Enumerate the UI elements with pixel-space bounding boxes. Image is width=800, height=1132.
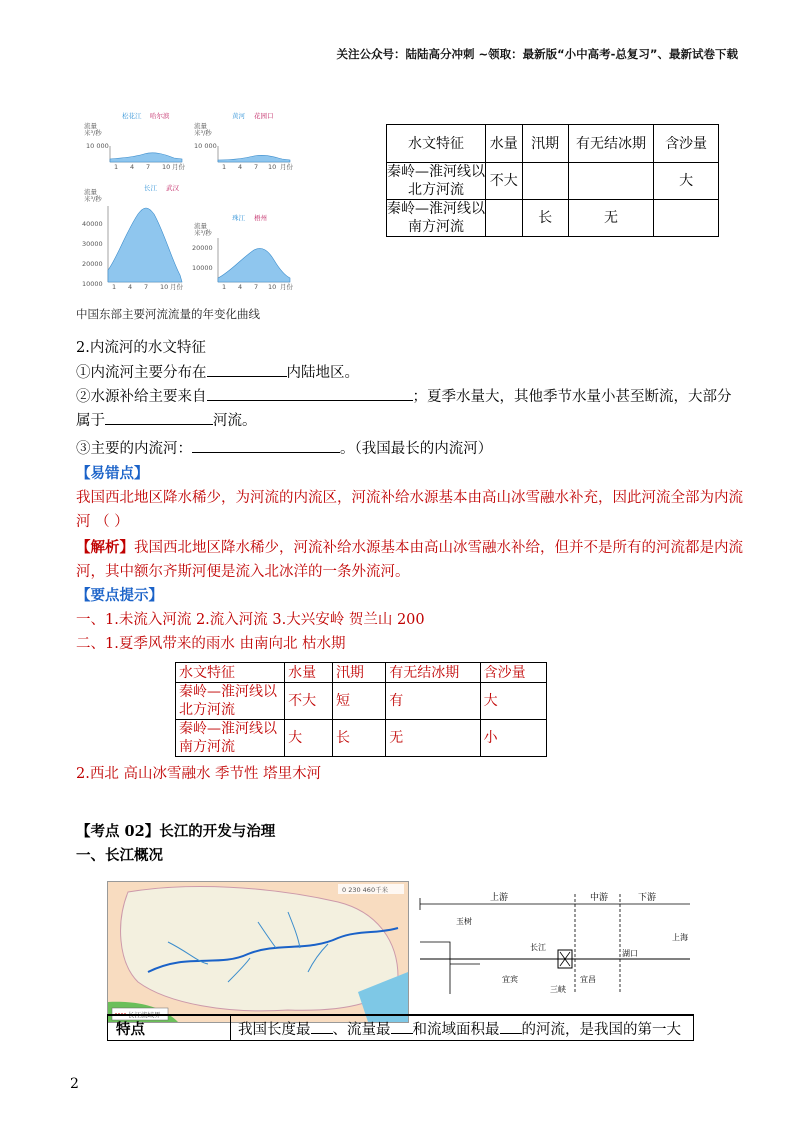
svg-text:米³/秒: 米³/秒 [194, 129, 212, 137]
svg-text:长江: 长江 [144, 184, 157, 192]
chart-zhujiang [192, 213, 294, 291]
label-upper: 上游 [490, 893, 509, 903]
table-cell: 长 [522, 200, 568, 237]
table-cell: 长 [332, 720, 385, 757]
characteristics-row [107, 1014, 694, 1041]
svg-text:松花江: 松花江 [122, 112, 142, 120]
label-yichang: 宜昌 [580, 975, 596, 984]
section-title: 2.内流河的水文特征 [76, 340, 206, 356]
hydrology-table-answers [175, 662, 547, 757]
table-header: 水量 [285, 663, 333, 683]
table-cell [522, 163, 568, 200]
svg-text:1: 1 [222, 163, 227, 171]
table-header: 水文特征 [387, 125, 486, 163]
svg-text:4: 4 [238, 283, 243, 291]
chart-songhuajiang [84, 111, 186, 171]
table-cell: 秦岭—淮河线以北方河流 [176, 683, 285, 720]
row-label: 特点 [116, 1021, 145, 1038]
error-point-text-2: 河 （ ） [76, 514, 129, 530]
svg-text:流量: 流量 [194, 222, 207, 230]
tips-line-3: 2.西北 高山冰雪融水 季节性 塔里木河 [76, 766, 322, 782]
svg-text:20000: 20000 [82, 260, 103, 268]
svg-text:米³/秒: 米³/秒 [84, 195, 102, 203]
label-lower: 下游 [638, 893, 657, 903]
table-cell: 秦岭—淮河线以北方河流 [387, 164, 486, 198]
label-yushu: 玉树 [456, 917, 472, 926]
table-header: 汛期 [332, 663, 385, 683]
flow-charts-figure [76, 110, 302, 321]
svg-text:武汉: 武汉 [166, 184, 179, 192]
svg-text:1: 1 [112, 283, 117, 291]
table-header: 水文特征 [176, 663, 285, 683]
svg-text:月份: 月份 [172, 163, 185, 171]
label-yibin: 宜宾 [502, 975, 518, 984]
svg-text:10: 10 [162, 163, 171, 171]
svg-text:7: 7 [146, 163, 151, 171]
label-sanxia: 三峡 [550, 985, 566, 994]
table-cell: 小 [480, 720, 546, 757]
map-legend: 长江流域界 [128, 1011, 161, 1019]
chart-changjiang [82, 183, 184, 291]
svg-text:米³/秒: 米³/秒 [84, 129, 102, 137]
svg-text:20000: 20000 [192, 244, 213, 252]
label-changjiang: 长江 [530, 943, 546, 952]
page-header: 关注公众号：陆陆高分冲刺 ~领取：最新版“小中高考-总复习”、最新试卷下载 [336, 47, 738, 61]
yangtze-map [107, 881, 409, 1023]
table-header: 有无结冰期 [386, 663, 480, 683]
page-number: 2 [70, 1076, 79, 1092]
table-cell: 短 [332, 683, 385, 720]
table-header: 有无结冰期 [568, 125, 653, 163]
svg-text:流量: 流量 [84, 122, 97, 130]
svg-text:米³/秒: 米³/秒 [194, 229, 212, 237]
map-scale: 0 230 460千米 [342, 886, 389, 894]
table-cell: 无 [568, 200, 653, 237]
svg-text:7: 7 [254, 163, 259, 171]
svg-text:流量: 流量 [84, 188, 97, 196]
table-cell: 大 [480, 683, 546, 720]
svg-text:珠江: 珠江 [232, 214, 245, 222]
table-cell: 不大 [486, 163, 522, 200]
analysis: 【解析】我国西北地区降水稀少，河流补给水源基本由高山冰雪融水补给，但并不是所有的河流都是内流 [76, 539, 743, 556]
table-cell: 有 [386, 683, 480, 720]
figure-caption: 中国东部主要河流流量的年变化曲线 [76, 307, 260, 321]
svg-text:哈尔滨: 哈尔滨 [150, 112, 170, 120]
table-cell: 无 [386, 720, 480, 757]
svg-text:4: 4 [130, 163, 135, 171]
svg-text:10 000: 10 000 [86, 142, 109, 150]
question-3: ③主要的内流河： 。（我国最长的内流河） [76, 438, 492, 459]
svg-text:4: 4 [238, 163, 243, 171]
svg-text:月份: 月份 [280, 163, 293, 171]
table-cell: 不大 [285, 683, 333, 720]
table-cell: 秦岭—淮河线以南方河流 [176, 720, 285, 757]
svg-text:10: 10 [268, 283, 277, 291]
table-cell [568, 163, 653, 200]
svg-text:10: 10 [268, 163, 277, 171]
svg-text:4: 4 [128, 283, 133, 291]
question-1: ①内流河主要分布在 内陆地区。 [76, 362, 359, 383]
svg-text:10000: 10000 [192, 264, 213, 272]
table-header: 水量 [486, 125, 522, 163]
svg-text:7: 7 [144, 283, 149, 291]
table-header: 含沙量 [480, 663, 546, 683]
svg-text:10000: 10000 [82, 280, 103, 288]
label-middle: 中游 [590, 893, 609, 903]
svg-text:月份: 月份 [280, 283, 293, 291]
table-header: 汛期 [522, 125, 568, 163]
kaodian-title: 【考点 02】长江的开发与治理 [76, 823, 276, 840]
svg-text:40000: 40000 [82, 220, 103, 228]
svg-text:流量: 流量 [194, 122, 207, 130]
svg-text:10 000: 10 000 [194, 142, 217, 150]
table-cell: 大 [654, 163, 719, 200]
error-point-text: 我国西北地区降水稀少，为河流的内流区，河流补给水源基本由高山冰雪融水补充，因此河流全部为内流 [76, 490, 743, 506]
kaodian-subtitle: 一、长江概况 [76, 847, 163, 864]
svg-text:10: 10 [160, 283, 169, 291]
svg-text:花园口: 花园口 [254, 112, 274, 120]
chart-huanghe [194, 111, 294, 171]
svg-text:1: 1 [222, 283, 227, 291]
svg-text:月份: 月份 [170, 283, 183, 291]
svg-text:1: 1 [114, 163, 119, 171]
table-cell: 大 [285, 720, 333, 757]
label-shanghai: 上海 [672, 933, 688, 942]
tips-label: 【要点提示】 [76, 587, 163, 604]
table-header: 含沙量 [654, 125, 719, 163]
yangtze-profile-diagram [410, 884, 700, 1014]
table-cell [654, 200, 719, 237]
question-2-cont: 属于 河流。 [76, 410, 257, 431]
label-hukou: 湖口 [622, 949, 638, 958]
svg-text:梧州: 梧州 [254, 214, 267, 222]
hydrology-table-blank [386, 124, 719, 237]
analysis-cont: 河，其中额尔齐斯河便是流入北冰洋的一条外流河。 [76, 564, 410, 580]
tips-line-2: 二、1.夏季风带来的雨水 由南向北 枯水期 [76, 636, 346, 652]
table-cell: 秦岭—淮河线以南方河流 [387, 201, 486, 235]
svg-text:30000: 30000 [82, 240, 103, 248]
error-point-label: 【易错点】 [76, 465, 149, 482]
row-text: 我国长度最 、流量最 和流域面积最 的河流，是我国的第一大 [238, 1018, 681, 1039]
svg-text:7: 7 [254, 283, 259, 291]
svg-text:黄河: 黄河 [232, 112, 245, 120]
question-2: ②水源补给主要来自 ；夏季水量大，其他季节水量小甚至断流，大部分 [76, 386, 732, 407]
table-cell [486, 200, 522, 237]
tips-line-1: 一、1.未流入河流 2.流入河流 3.大兴安岭 贺兰山 200 [76, 612, 425, 628]
